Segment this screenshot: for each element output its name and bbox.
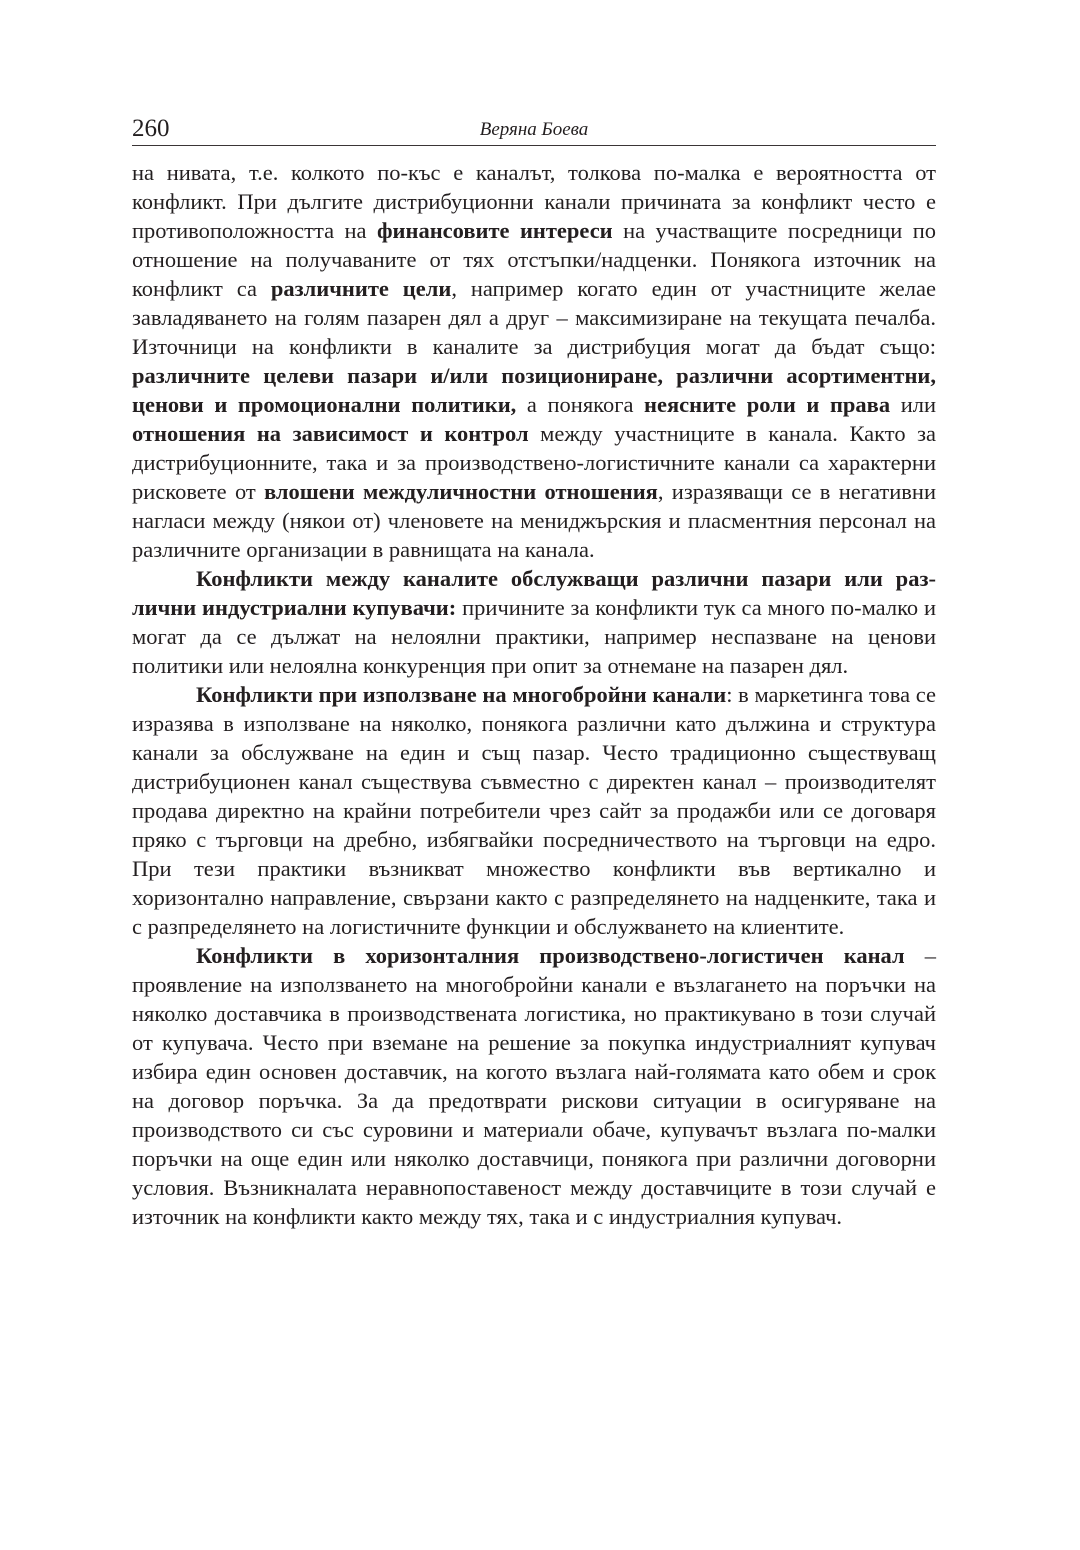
text-run: , изразяващи се в негативни нагласи между (някои от) членовете на мениджърския и пласментния персонал на различните организации в равнищата на канала. — [132, 479, 936, 562]
book-page — [132, 112, 936, 1231]
text-run: , например когато един от участниците желае завладяването на голям пазарен дял а друг – максимизиране на текущата печалба. Източници на конфликти в каналите за дистрибуция могат да бъдат също: — [132, 276, 936, 359]
paragraph-different-markets — [132, 564, 936, 680]
bold-term: влошени междуличностни отношения — [264, 479, 658, 504]
text-run: а понякога — [516, 392, 645, 417]
paragraph-horizontal-channel — [132, 941, 936, 1231]
bold-term: Конфликти в хоризонталния производствено-логистичен канал — [196, 943, 905, 968]
bold-term: отношения на зависимост и контрол — [132, 421, 529, 446]
text-run: на участващите посредници по отношение на получаваните от тях отстъпки/надценки. Понякога източник на конфликт са — [132, 218, 936, 301]
paragraph-channel-length — [132, 158, 936, 564]
page-number: 260 — [132, 115, 170, 142]
bold-term: различните целеви пазари и/или позициониране, различни асортиментни, ценови и промоционални политики, — [132, 363, 936, 417]
text-run: причините за конфликти тук са много по-малко и могат да се дължат на нелоялни практики, например неспазване на ценови политики или нелоялна конкуренция при опит за отнемане на пазарен дял. — [132, 595, 936, 678]
text-run: или — [890, 392, 937, 417]
body-text — [132, 158, 936, 1231]
bold-term: финансовите интереси — [376, 218, 613, 243]
paragraph-multiple-channels — [132, 680, 936, 941]
text-run: между участниците в канала. Както за дистрибуционните, така и за производствено-логистичните канали са характерни рисковете от — [132, 421, 936, 504]
running-head-author: Веряна Боева — [479, 119, 589, 140]
page-header — [132, 112, 936, 146]
bold-term: Конфликти между каналите обслужващи различни пазари или различни индустриални купувачи: — [132, 566, 936, 620]
bold-term: различните цели — [270, 276, 452, 301]
text-run: : в маркетинга това се изразява в използване на няколко, понякога различни като дължина и структура канали за обслужване на един и същ пазар. Често традиционно съществуващ дистрибуционен канал съществува съвместно с директен канал – производителят продава директно на крайни потребители чрез сайт за продажби или се договаря пряко с търговци на дребно, избягвайки посредничеството на търговци на едро. При тези практики възникват множество конфликти във вертикално и хоризонтално направление, свързани както с разпределянето на надценките, така и с разпределянето на логистичните функции и обслужването на клиентите. — [132, 682, 937, 939]
text-run: – проявление на използването на многобройни канали е възлагането на поръчки на няколко доставчика в производствената логистика, но практикувано в този случай от купувача. Често при вземане на решение за покупка индустриалният купувач избира един основен доставчик, на когото възлага най-голямата като обем и срок на договор поръчка. За да предотврати рискови ситуации в осигуряване на производството си със суровини и материали обаче, купувачът възлага по-малки поръчки на още един или няколко доставчици, понякога при различни договорни условия. Възникналата неравнопоставеност между доставчиците в този случай е източник на конфликти както между тях, така и с индустриалния купувач. — [132, 943, 937, 1229]
text-run: на нивата, т.е. колкото по-къс е каналът, толкова по-малка е вероятността от конфликт. При дългите дистрибуционни канали причината за конфликт често е противоположността на — [132, 160, 936, 243]
bold-term: неясните роли и права — [644, 392, 891, 417]
bold-term: Конфликти при използване на многобройни канали — [196, 682, 727, 707]
